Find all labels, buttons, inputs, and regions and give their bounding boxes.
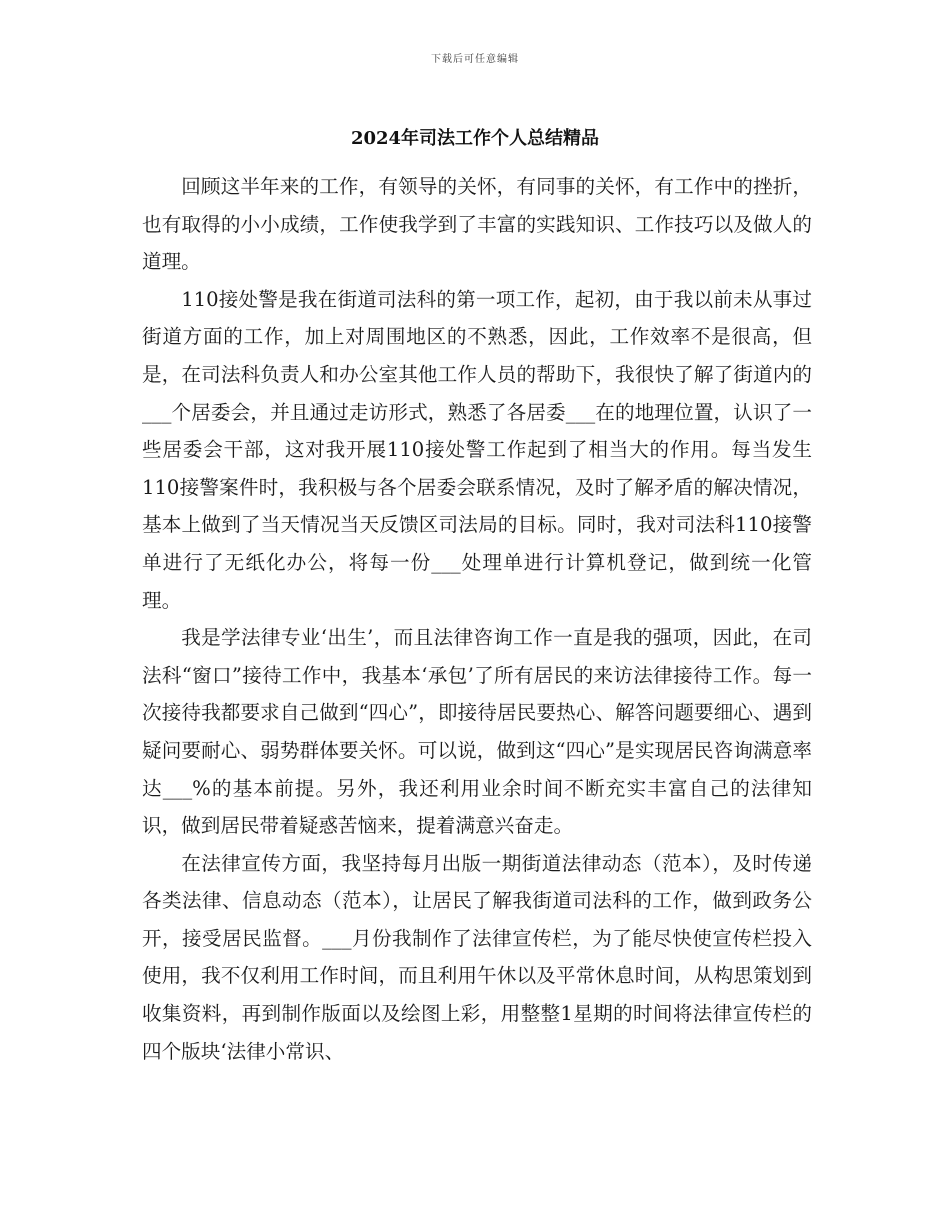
- paragraph-review: 回顾这半年来的工作，有领导的关怀，有同事的关怀，有工作中的挫折，也有取得的小小成绩，工作使我学到了丰富的实践知识、工作技巧以及做人的道理。: [142, 175, 812, 274]
- paragraph-110-dispatch: 110接处警是我在街道司法科的第一项工作，起初，由于我以前未从事过街道方面的工作，加上对周围地区的不熟悉，因此，工作效率不是很高，但是，在司法科负责人和办公室其他工作人员的帮助下，我很快了解了街道内的___个居委会，并且通过走访形式，熟悉了各居委___在的地理位置，认识了一些居委会干部，这对我开展110接处警工作起到了相当大的作用。每当发生110接警案件时，我积极与各个居委会联系情况，及时了解矛盾的解决情况，基本上做到了当天情况当天反馈区司法局的目标。同时，我对司法科110接警单进行了无纸化办公，将每一份___处理单进行计算机登记，做到统一化管理。: [142, 287, 812, 612]
- document-title: 2024年司法工作个人总结精品: [350, 128, 600, 149]
- paragraph-legal-publicity: 在法律宣传方面，我坚持每月出版一期街道法律动态（范本），及时传递各类法律、信息动态（范本），让居民了解我街道司法科的工作，做到政务公开，接受居民监督。___月份我制作了法律宣传栏，为了能尽快使宣传栏投入使用，我不仅利用工作时间，而且利用午休以及平常休息时间，从构思策划到收集资料，再到制作版面以及绘图上彩，用整整1星期的时间将法律宣传栏的四个版块‘法律小常识、: [142, 851, 812, 1063]
- document-body: [142, 168, 812, 1070]
- page-header-note: 下载后可任意编辑: [431, 54, 519, 65]
- paragraph-legal-consultation: 我是学法律专业‘出生’，而且法律咨询工作一直是我的强项，因此，在司法科“窗口”接待工作中，我基本‘承包’了所有居民的来访法律接待工作。每一次接待我都要求自己做到“四心”，即接待居民要热心、解答问题要细心、遇到疑问要耐心、弱势群体要关怀。可以说，做到这“四心”是实现居民咨询满意率达___%的基本前提。另外，我还利用业余时间不断充实丰富自己的法律知识，做到居民带着疑惑苦恼来，提着满意兴奋走。: [142, 626, 812, 838]
